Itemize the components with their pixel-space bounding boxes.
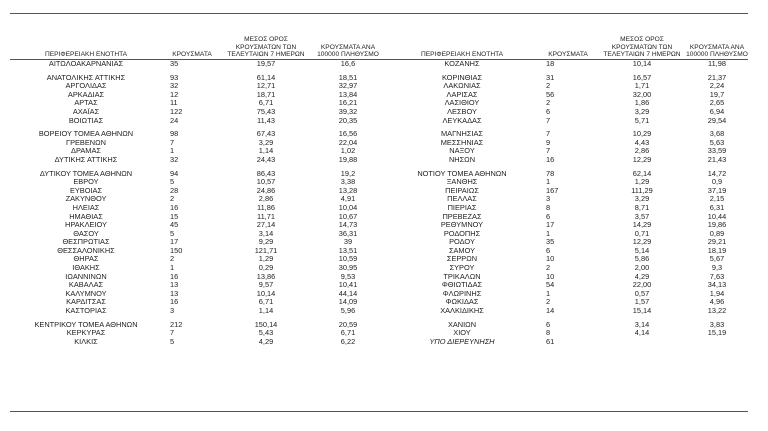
right-cases-cell: 14	[546, 307, 555, 316]
table-row	[10, 321, 748, 330]
right-avg7-cell: 5,71	[634, 116, 650, 125]
left-region-name-cell: ΚΑΡΔΙΤΣΑΣ	[66, 298, 106, 307]
left-cases-cell: 15	[170, 212, 179, 221]
left-avg7-cell: 5,43	[258, 329, 274, 338]
left-region-name-cell: ΔΥΤΙΚΗΣ ΑΤΤΙΚΗΣ	[54, 155, 118, 164]
right-avg7-cell: 12,29	[632, 238, 652, 247]
right-cases-cell: 2	[546, 82, 551, 91]
table-row	[10, 187, 748, 196]
left-per100k-cell: 10,59	[338, 255, 358, 264]
right-per100k-cell: 5,63	[709, 138, 725, 147]
right-region-name-cell: ΠΕΙΡΑΙΩΣ	[445, 186, 479, 195]
left-avg7-cell: 1,14	[258, 147, 274, 156]
right-per100k-cell: 6,31	[709, 203, 725, 212]
left-avg7-cell: 24,86	[256, 186, 276, 195]
left-per100k-cell: 10,67	[338, 212, 358, 221]
table-row	[10, 82, 748, 91]
left-avg7-cell: 3,14	[258, 229, 274, 238]
left-region-name-cell: ΘΗΡΑΣ	[73, 255, 99, 264]
right-cases-cell: 7	[546, 130, 551, 139]
left-region-name-cell: ΗΜΑΘΙΑΣ	[69, 212, 103, 221]
right-region-name-cell: ΚΟΖΑΝΗΣ	[444, 59, 480, 68]
left-per100k-cell: 1,02	[340, 147, 356, 156]
left-avg7-cell: 9,29	[258, 238, 274, 247]
table-row	[10, 147, 748, 156]
left-cases-cell: 45	[170, 221, 179, 230]
right-avg7-cell: 16,57	[632, 73, 652, 82]
left-per100k-cell: 3,38	[340, 178, 356, 187]
cases-table	[10, 21, 748, 346]
left-avg7-cell: 27,14	[256, 221, 276, 230]
left-per100k-cell: 44,14	[338, 289, 358, 298]
left-avg7-cell: 19,57	[256, 59, 276, 68]
left-per100k-cell: 16,56	[338, 130, 358, 139]
right-cases-cell: 8	[546, 329, 551, 338]
left-per100k-cell: 13,84	[338, 90, 358, 99]
left-cases-cell: 17	[170, 238, 179, 247]
right-cases-cell: 61	[546, 337, 555, 346]
left-cases-cell: 122	[170, 107, 183, 116]
left-region-name-cell: ΔΥΤΙΚΟΥ ΤΟΜΕΑ ΑΘΗΝΩΝ	[39, 169, 133, 178]
table-row	[10, 273, 748, 282]
left-cases-cell: 7	[170, 138, 175, 147]
left-avg7-cell: 2,86	[258, 195, 274, 204]
header-cases-right: ΚΡΟΥΣΜΑΤΑ	[538, 21, 598, 60]
right-region-name-cell: ΛΕΣΒΟΥ	[447, 107, 477, 116]
right-cases-cell: 2	[546, 298, 551, 307]
left-region-name-cell: ΚΑΛΥΜΝΟΥ	[65, 289, 107, 298]
right-avg7-cell	[598, 338, 686, 347]
right-per100k-cell	[686, 338, 748, 347]
left-per100k-cell: 39,32	[338, 107, 358, 116]
table-header-row	[10, 21, 748, 60]
table-row	[10, 255, 748, 264]
right-per100k-cell: 13,22	[707, 307, 727, 316]
right-region-name-cell: ΦΘΙΩΤΙΔΑΣ	[441, 281, 483, 290]
left-per100k-cell: 6,71	[340, 329, 356, 338]
right-per100k-cell: 21,37	[707, 73, 727, 82]
left-region-name-cell: ΓΡΕΒΕΝΩΝ	[66, 138, 106, 147]
left-avg7-cell: 10,14	[256, 289, 276, 298]
left-region-name-cell: ΗΡΑΚΛΕΙΟΥ	[65, 221, 107, 230]
left-per100k-cell: 14,09	[338, 298, 358, 307]
right-avg7-cell: 32,00	[632, 90, 652, 99]
table-row	[10, 338, 748, 347]
right-cases-cell: 17	[546, 221, 555, 230]
right-avg7-cell: 0,71	[634, 229, 650, 238]
table-row	[10, 74, 748, 83]
right-cases-cell: 78	[546, 169, 555, 178]
left-per100k-cell: 20,59	[338, 320, 358, 329]
left-avg7-cell: 12,71	[256, 82, 276, 91]
left-per100k-cell: 10,04	[338, 203, 358, 212]
left-avg7-cell: 61,14	[256, 73, 276, 82]
right-region-name-cell: ΧΑΛΚΙΔΙΚΗΣ	[440, 307, 484, 316]
table-row	[10, 264, 748, 273]
right-region-name-cell: ΤΡΙΚΑΛΩΝ	[443, 272, 481, 281]
right-region-name-cell: ΠΡΕΒΕΖΑΣ	[442, 212, 482, 221]
left-avg7-cell: 11,71	[257, 212, 275, 221]
header-avg7-left: ΜΕΣΟΣ ΟΡΟΣ ΚΡΟΥΣΜΑΤΩΝ ΤΩΝ ΤΕΛΕΥΤΑΙΩΝ 7 ΗΜΕΡΩΝ	[222, 21, 310, 60]
right-region-name-cell: ΣΥΡΟΥ	[449, 264, 475, 273]
left-region-name-cell: ΒΟΙΩΤΙΑΣ	[68, 116, 104, 125]
right-per100k-cell: 2,15	[709, 195, 725, 204]
right-region-name-cell: ΜΑΓΝΗΣΙΑΣ	[441, 130, 483, 139]
left-avg7-cell: 4,29	[258, 337, 274, 346]
left-region-name-cell: ΚΕΝΤΡΙΚΟΥ ΤΟΜΕΑ ΑΘΗΝΩΝ	[34, 320, 138, 329]
right-per100k-cell: 29,21	[707, 238, 727, 247]
left-cases-cell: 5	[170, 178, 175, 187]
right-per100k-cell: 4,96	[709, 298, 725, 307]
left-avg7-cell: 3,29	[258, 138, 274, 147]
left-per100k-cell: 36,31	[338, 229, 358, 238]
left-cases-cell: 2	[170, 195, 175, 204]
right-cases-cell: 16	[546, 155, 555, 164]
right-avg7-cell: 2,00	[634, 264, 650, 273]
right-per100k-cell: 1,94	[709, 289, 725, 298]
left-cases-cell: 1	[170, 147, 175, 156]
right-region-name-cell: ΠΕΛΛΑΣ	[447, 195, 477, 204]
right-avg7-cell: 3,29	[634, 107, 650, 116]
left-cases-cell: 32	[170, 82, 179, 91]
table-row	[10, 60, 748, 69]
left-per100k-cell: 5,96	[340, 307, 356, 316]
left-per100k-cell: 20,35	[338, 116, 358, 125]
left-region-name-cell: ΑΡΤΑΣ	[74, 99, 98, 108]
right-avg7-cell: 1,71	[634, 82, 650, 91]
right-per100k-cell: 7,63	[709, 272, 725, 281]
left-cases-cell: 3	[170, 307, 175, 316]
right-avg7-cell: 3,57	[634, 212, 650, 221]
left-per100k-cell: 18,51	[338, 73, 358, 82]
left-region-name-cell: ΘΕΣΠΡΩΤΙΑΣ	[62, 238, 110, 247]
right-avg7-cell: 12,29	[632, 155, 652, 164]
left-avg7-cell: 10,57	[256, 178, 276, 187]
left-avg7-cell: 6,71	[258, 99, 274, 108]
table-row	[10, 178, 748, 187]
header-per100k-left: ΚΡΟΥΣΜΑΤΑ ΑΝΑ 100000 ΠΛΗΘΥΣΜΟ	[310, 21, 386, 60]
left-avg7-cell: 150,14	[254, 320, 278, 329]
right-cases-cell: 6	[546, 107, 551, 116]
left-per100k-cell: 19,88	[338, 155, 358, 164]
left-region-name-cell: ΚΙΛΚΙΣ	[74, 337, 98, 346]
table-row	[10, 307, 748, 316]
right-region-name-cell: ΝΑΞΟΥ	[449, 147, 475, 156]
right-cases-cell: 1	[546, 178, 551, 187]
left-region-name-cell: ΚΑΒΑΛΑΣ	[68, 281, 104, 290]
left-region-name-cell: ΘΕΣΣΑΛΟΝΙΚΗΣ	[57, 246, 115, 255]
left-cases-cell: 98	[170, 130, 179, 139]
left-region-name-cell: ΙΘΑΚΗΣ	[72, 264, 100, 273]
left-per100k-cell: 19,2	[340, 169, 356, 178]
table-row	[10, 108, 748, 117]
left-cases-cell: 2	[170, 255, 175, 264]
right-cases-cell: 6	[546, 320, 551, 329]
left-avg7-cell: 1,14	[258, 307, 274, 316]
left-region-name-cell: ΑΝΑΤΟΛΙΚΗΣ ΑΤΤΙΚΗΣ	[46, 73, 126, 82]
right-per100k-cell: 19,7	[709, 90, 725, 99]
right-cases-cell: 31	[546, 73, 555, 82]
right-cases-cell: 1	[546, 229, 551, 238]
table-row	[10, 213, 748, 222]
right-region-name-cell: ΧΑΝΙΩΝ	[447, 320, 477, 329]
right-avg7-cell: 0,57	[634, 289, 650, 298]
right-avg7-cell: 3,29	[634, 195, 650, 204]
right-cases-cell: 54	[546, 281, 555, 290]
right-avg7-cell: 10,14	[632, 59, 652, 68]
table-row	[10, 130, 748, 139]
left-per100k-cell: 4,91	[340, 195, 356, 204]
left-region-name-cell: ΑΙΤΩΛΟΑΚΑΡΝΑΝΙΑΣ	[48, 59, 124, 68]
left-region-name-cell: ΖΑΚΥΝΘΟΥ	[65, 195, 107, 204]
right-per100k-cell: 19,86	[707, 221, 727, 230]
right-region-name-cell: ΠΙΕΡΙΑΣ	[447, 203, 477, 212]
left-per100k-cell: 10,41	[338, 281, 358, 290]
right-per100k-cell: 34,13	[707, 281, 727, 290]
left-per100k-cell: 22,04	[338, 138, 358, 147]
right-avg7-cell: 62,14	[632, 169, 652, 178]
right-avg7-cell: 5,86	[634, 255, 650, 264]
right-avg7-cell: 22,00	[632, 281, 652, 290]
table-row	[10, 156, 748, 165]
right-region-name-cell: ΝΗΣΩΝ	[448, 155, 476, 164]
right-cases-cell: 8	[546, 203, 551, 212]
right-avg7-cell: 5,14	[634, 246, 650, 255]
right-region-name-cell: ΦΛΩΡΙΝΗΣ	[442, 289, 482, 298]
right-per100k-cell: 21,43	[707, 155, 727, 164]
left-per100k-cell: 30,95	[338, 264, 358, 273]
right-per100k-cell: 15,19	[707, 329, 727, 338]
right-cases-cell: 167	[546, 186, 559, 195]
left-avg7-cell: 6,71	[258, 298, 274, 307]
table-row	[10, 204, 748, 213]
left-cases-cell: 24	[170, 116, 179, 125]
right-per100k-cell: 6,94	[709, 107, 725, 116]
left-avg7-cell: 1,29	[258, 255, 274, 264]
right-per100k-cell: 0,89	[709, 229, 725, 238]
left-cases-cell: 35	[170, 59, 179, 68]
left-cases-cell: 150	[170, 246, 183, 255]
left-cases-cell: 13	[170, 281, 179, 290]
left-region-name-cell: ΑΡΚΑΔΙΑΣ	[67, 90, 105, 99]
left-region-name-cell: ΕΒΡΟΥ	[73, 178, 99, 187]
right-avg7-cell: 4,29	[634, 272, 650, 281]
right-avg7-cell: 14,29	[632, 221, 652, 230]
left-avg7-cell: 75,43	[256, 107, 276, 116]
right-region-name-cell: ΥΠΟ ΔΙΕΡΕΥΝΗΣΗ	[429, 337, 495, 346]
right-avg7-cell: 1,29	[634, 178, 650, 187]
left-avg7-cell: 11,86	[257, 203, 275, 212]
left-cases-cell: 5	[170, 229, 175, 238]
cropped-text-line	[0, 424, 768, 431]
right-per100k-cell: 29,54	[707, 116, 727, 125]
right-region-name-cell: ΞΑΝΘΗΣ	[446, 178, 478, 187]
left-cases-cell: 11	[170, 99, 178, 108]
left-cases-cell: 212	[170, 320, 183, 329]
header-cases-left: ΚΡΟΥΣΜΑΤΑ	[162, 21, 222, 60]
table-row	[10, 329, 748, 338]
right-region-name-cell: ΜΕΣΣΗΝΙΑΣ	[440, 138, 484, 147]
right-avg7-cell: 4,43	[634, 138, 650, 147]
table-row	[10, 99, 748, 108]
right-per100k-cell: 5,67	[709, 255, 725, 264]
right-region-name-cell: ΛΑΣΙΘΙΟΥ	[444, 99, 480, 108]
left-cases-cell: 32	[170, 155, 179, 164]
right-per100k-cell: 18,19	[707, 246, 727, 255]
right-avg7-cell: 3,14	[634, 320, 650, 329]
left-cases-cell: 5	[170, 337, 175, 346]
right-cases-cell: 2	[546, 264, 551, 273]
table-row	[10, 91, 748, 100]
right-per100k-cell: 37,19	[707, 186, 727, 195]
right-region-name-cell: ΣΑΜΟΥ	[448, 246, 476, 255]
right-avg7-cell: 15,14	[632, 307, 652, 316]
right-cases-cell: 56	[546, 90, 555, 99]
right-avg7-cell: 111,29	[631, 186, 653, 195]
right-cases-cell: 10	[546, 272, 555, 281]
right-region-name-cell: ΛΑΚΩΝΙΑΣ	[443, 82, 481, 91]
left-per100k-cell: 9,53	[340, 272, 356, 281]
header-avg7-right: ΜΕΣΟΣ ΟΡΟΣ ΚΡΟΥΣΜΑΤΩΝ ΤΩΝ ΤΕΛΕΥΤΑΙΩΝ 7 ΗΜΕΡΩΝ	[598, 21, 686, 60]
right-avg7-cell: 2,86	[634, 147, 650, 156]
right-region-name-cell: ΛΕΥΚΑΔΑΣ	[442, 116, 482, 125]
left-cases-cell: 13	[170, 289, 179, 298]
right-region-name-cell: ΛΑΡΙΣΑΣ	[446, 90, 478, 99]
left-region-name-cell: ΚΑΣΤΟΡΙΑΣ	[65, 307, 107, 316]
right-avg7-cell: 10,29	[632, 130, 652, 139]
table-row	[10, 170, 748, 179]
left-per100k-cell: 6,22	[340, 337, 356, 346]
left-per100k-cell: 14,73	[338, 221, 358, 230]
table-row	[10, 221, 748, 230]
left-region-name-cell: ΕΥΒΟΙΑΣ	[69, 186, 103, 195]
left-avg7-cell: 9,57	[258, 281, 274, 290]
table-row	[10, 195, 748, 204]
left-per100k-cell: 13,51	[338, 246, 358, 255]
left-avg7-cell: 67,43	[256, 130, 276, 139]
right-cases-cell: 3	[546, 195, 551, 204]
left-avg7-cell: 13,86	[256, 272, 276, 281]
left-per100k-cell: 16,21	[338, 99, 358, 108]
table-row	[10, 117, 748, 126]
right-region-name-cell: ΚΟΡΙΝΘΙΑΣ	[441, 73, 483, 82]
left-cases-cell: 93	[170, 73, 179, 82]
right-avg7-cell: 1,86	[634, 99, 650, 108]
right-region-name-cell: ΡΕΘΥΜΝΟΥ	[440, 221, 484, 230]
left-cases-cell: 16	[170, 203, 179, 212]
left-per100k-cell: 32,97	[338, 82, 358, 91]
left-per100k-cell: 13,28	[338, 186, 358, 195]
table-row	[10, 247, 748, 256]
table-row	[10, 290, 748, 299]
left-cases-cell: 16	[170, 298, 179, 307]
left-avg7-cell: 121,71	[254, 246, 278, 255]
left-avg7-cell: 18,71	[256, 90, 276, 99]
table-row	[10, 230, 748, 239]
right-per100k-cell: 11,98	[708, 59, 726, 68]
left-region-name-cell: ΙΩΑΝΝΙΝΩΝ	[65, 272, 107, 281]
right-cases-cell: 7	[546, 147, 551, 156]
table-row	[10, 139, 748, 148]
right-region-name-cell: ΧΙΟΥ	[453, 329, 471, 338]
left-region-name-cell: ΑΧΑΪΑΣ	[72, 107, 100, 116]
left-cases-cell: 94	[170, 169, 179, 178]
left-region-name-cell: ΗΛΕΙΑΣ	[72, 203, 100, 212]
right-per100k-cell: 33,59	[707, 147, 727, 156]
right-cases-cell: 35	[546, 238, 555, 247]
left-cases-cell: 12	[170, 90, 179, 99]
left-cases-cell: 1	[170, 264, 175, 273]
right-per100k-cell: 0,9	[711, 178, 723, 187]
left-region-name-cell: ΘΑΣΟΥ	[73, 229, 99, 238]
right-avg7-cell: 1,57	[634, 298, 650, 307]
left-region-name-cell: ΚΕΡΚΥΡΑΣ	[66, 329, 106, 338]
right-region-name-cell: ΝΟΤΙΟΥ ΤΟΜΕΑ ΑΘΗΝΩΝ	[417, 169, 507, 178]
right-per100k-cell: 3,68	[709, 130, 725, 139]
left-cases-cell: 7	[170, 329, 175, 338]
right-per100k-cell: 3,83	[709, 320, 725, 329]
right-per100k-cell: 9,3	[711, 264, 723, 273]
right-cases-cell: 10	[546, 255, 555, 264]
right-cases-cell: 6	[546, 212, 551, 221]
right-avg7-cell: 8,71	[634, 203, 650, 212]
right-cases-cell: 6	[546, 246, 551, 255]
right-per100k-cell: 10,44	[707, 212, 727, 221]
left-region-name-cell: ΑΡΓΟΛΙΔΑΣ	[65, 82, 107, 91]
right-cases-cell: 9	[546, 138, 551, 147]
left-cases-cell: 16	[170, 272, 179, 281]
left-region-name-cell: ΒΟΡΕΙΟΥ ΤΟΜΕΑ ΑΘΗΝΩΝ	[38, 130, 134, 139]
right-per100k-cell: 2,65	[709, 99, 725, 108]
left-avg7-cell: 86,43	[256, 169, 276, 178]
right-cases-cell: 1	[546, 289, 551, 298]
left-avg7-cell: 11,43	[257, 116, 275, 125]
header-region-left: ΠΕΡΙΦΕΡΕΙΑΚΗ ΕΝΟΤΗΤΑ	[10, 21, 162, 60]
right-cases-cell: 2	[546, 99, 551, 108]
right-per100k-cell: 14,72	[707, 169, 727, 178]
header-per100k-right: ΚΡΟΥΣΜΑΤΑ ΑΝΑ 100000 ΠΛΗΘΥΣΜΟ	[686, 21, 748, 60]
top-rule	[10, 13, 748, 14]
right-cases-cell: 18	[546, 59, 555, 68]
left-avg7-cell: 0,29	[258, 264, 274, 273]
table-row	[10, 238, 748, 247]
header-region-right: ΠΕΡΙΦΕΡΕΙΑΚΗ ΕΝΟΤΗΤΑ	[386, 21, 538, 60]
table-row	[10, 281, 748, 290]
bottom-rule	[10, 411, 748, 412]
left-cases-cell: 28	[170, 186, 179, 195]
table-row	[10, 298, 748, 307]
right-region-name-cell: ΡΟΔΟΥ	[449, 238, 475, 247]
left-avg7-cell: 24,43	[256, 155, 276, 164]
left-per100k-cell: 39	[343, 238, 353, 247]
right-per100k-cell: 2,24	[709, 82, 725, 91]
right-cases-cell: 7	[546, 116, 551, 125]
table-body	[10, 60, 748, 347]
left-per100k-cell: 16,6	[340, 59, 356, 68]
right-region-name-cell: ΦΩΚΙΔΑΣ	[445, 298, 479, 307]
right-region-name-cell: ΣΕΡΡΩΝ	[446, 255, 478, 264]
right-avg7-cell: 4,14	[634, 329, 650, 338]
right-region-name-cell: ΡΟΔΟΠΗΣ	[443, 229, 481, 238]
left-region-name-cell: ΔΡΑΜΑΣ	[71, 147, 101, 156]
